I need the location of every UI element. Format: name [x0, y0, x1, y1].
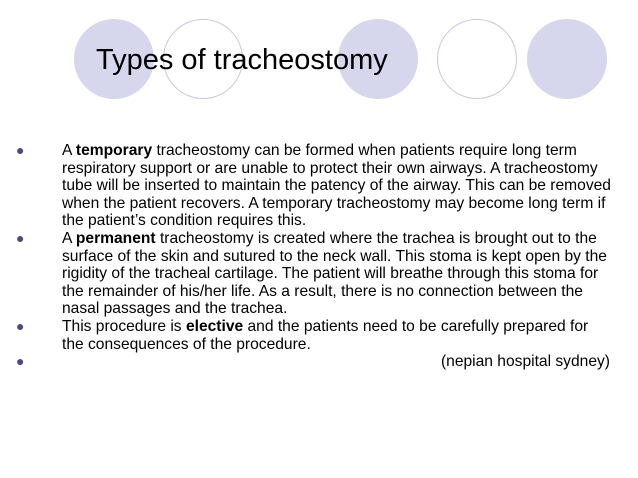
bullet-icon: ● [16, 317, 25, 334]
bullet-icon: ● [16, 229, 25, 246]
bullet-text-pre: A [62, 229, 76, 247]
bullet-item [14, 230, 614, 318]
bullet-text-post: tracheostomy is created where the trachea is brought out to the surface of the skin and sutured to the neck wall. This stoma is kept open by the rigidity of the tracheal cartilage. The patient will breathe through this stoma for the remainder of his/her life. As a result, there is no connection between the nasal passages and the trachea. [62, 229, 607, 318]
bullet-item [14, 318, 614, 353]
bullet-text-bold: elective [185, 317, 244, 335]
bullet-text-bold: permanent [75, 229, 156, 247]
source-citation: (nepian hospital sydney) [440, 353, 610, 371]
bullet-text-pre: A [62, 142, 76, 159]
bullet-text-post: tracheostomy can be formed when patients require long term respiratory support or are unable to protect their own airways. A tracheostomy tube will be inserted to maintain the patency of the airway. This can be removed when the patient recovers. A temporary tracheostomy may become long term if the patient’s condition requires this. [62, 142, 611, 230]
bullet-icon: ● [16, 142, 25, 158]
bullet-text-post: and the patients need to be carefully prepared for the consequences of the procedure. [62, 317, 589, 353]
bullet-item [14, 142, 614, 230]
decor-circle-5 [527, 19, 607, 99]
bullet-item [14, 353, 614, 371]
decor-circle-4 [437, 19, 517, 99]
bullet-text [62, 230, 614, 318]
bullet-text-bold: temporary [75, 142, 153, 159]
bullet-text [62, 142, 614, 230]
bullet-list [14, 142, 614, 371]
bullet-text-pre: This procedure is [62, 317, 186, 335]
bullet-text [62, 318, 614, 353]
bullet-icon: ● [16, 353, 25, 370]
slide-title: Types of tracheostomy [96, 44, 388, 76]
